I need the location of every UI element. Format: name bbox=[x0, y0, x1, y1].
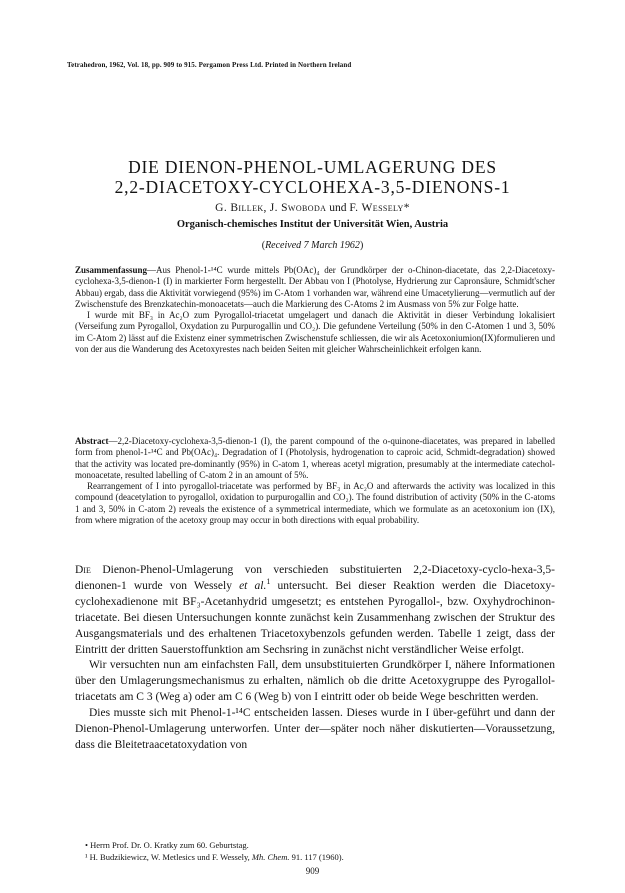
received-close-paren: ) bbox=[359, 240, 364, 251]
abstract-section bbox=[75, 436, 555, 526]
body-paragraph-1 bbox=[75, 563, 555, 658]
footnote-reference-1 bbox=[75, 852, 555, 864]
body-paragraph-3: Dies musste sich mit Phenol-1-¹⁴C entscheiden lassen. Dieses wurde in I über-geführt und dann der Dienon-Phenol-Umlagerung unterworfen. Unter der—später noch näher diskutierten—Voraussetzung, dass die Bleitetraacetatoxydation von bbox=[75, 707, 555, 751]
abstract-label: Abstract bbox=[75, 436, 109, 446]
footnote-reference-1-volume: 91. 117 (1960). bbox=[289, 851, 344, 862]
footnote-reference-1-journal: Mh. Chem. bbox=[251, 851, 290, 862]
author-conjunction: und bbox=[329, 202, 347, 214]
dropcap-word: Die bbox=[75, 564, 91, 576]
body-paragraph-2: Wir versuchten nun am einfachsten Fall, dem unsubstituierten Grundkörper I, nähere Informationen über den Umlagerungsmechanismus zu erhalten, nämlich ob die dritte Acetoxygruppe des Pyrogallol-triacetats am C 3 (Weg a) oder am C 6 (Weg b) von I eintritt oder ob beide Wege beschritten werden. bbox=[75, 659, 555, 704]
zusammenfassung-paragraph-2: I wurde mit BF₃ in Ac₂O zum Pyrogallol-triacetat umgelagert und danach die Aktivität in dieser Verbindung lokalisiert (Verseifung zum Pyrogallol, Oxydation zu Purpurogallin und CO₂). Die gefundene Verteilung (50% in den C-Atomen 1 und 3, 50% im C-Atom 2) lässt auf die Existenz einer symmetrischen Zwischenstufe schliessen, die wir als Acetoxoniumion(IX)formulieren und von der aus die Wanderung des Acetoxyrestes nach beiden Seiten mit gleicher Wahrscheinlichkeit erfolgen kann. bbox=[75, 310, 555, 355]
title-line-1: DIE DIENON-PHENOL-UMLAGERUNG DES bbox=[128, 157, 497, 177]
zusammenfassung-label: Zusammenfassung bbox=[75, 265, 148, 275]
body-text bbox=[75, 563, 555, 754]
author-wessely: F. Wessely* bbox=[349, 202, 410, 214]
body-paragraph-1-part-1: Dienon-Phenol-Umlagerung von verschieden substituierten 2,2-Diacetoxy-cyclo-hexa-3,5-dienonen-1 wurde von Wessely bbox=[75, 564, 555, 592]
zusammenfassung-paragraph-1: —Aus Phenol-1-¹⁴C wurde mittels Pb(OAc)₄ der Grundkörper der o-Chinon-diacetate, das 2,2-Diacetoxy-cyclohexa-3,5-dienon-1 (I) in markierter Form hergestellt. Der Abbau von I (Photolyse, Hydrierung zur Capronsäure, Schmidt'scher Abbau) ergab, dass die Aktivität vorwiegend (95%) im C-Atom 1 vorhanden war, während eine Umacetylierung—vermutlich auf der Zwischenstufe des Brenzkatechin-monoacetats—auch die Markierung des C-Atoms 2 im Ausmass von 5% zur Folge hatte. bbox=[75, 265, 555, 309]
zusammenfassung-section bbox=[75, 265, 555, 355]
author-list bbox=[60, 202, 565, 214]
footnote-dedication: • Herrn Prof. Dr. O. Kratky zum 60. Geburtstag. bbox=[85, 840, 249, 850]
received-date bbox=[60, 240, 565, 251]
author-swoboda: J. Swoboda bbox=[269, 202, 327, 214]
affiliation: Organisch-chemisches Institut der Universität Wien, Austria bbox=[176, 219, 449, 230]
title-line-2: 2,2-DIACETOXY-CYCLOHEXA-3,5-DIENONS-1 bbox=[114, 177, 511, 197]
abstract-paragraph-1: —2,2-Diacetoxy-cyclohexa-3,5-dienon-1 (I), the parent compound of the o-quinone-diacetates, was prepared in labelled form from phenol-1-¹⁴C and Pb(OAc)₄. Degradation of I (Photolysis, hydrogenation to caproic acid, Schmidt-degradation) showed that the activity was located pre-dominantly (95%) in C-atom 1, whereas acetyl migration, presumably at the intermediate catechol-monoacetate, resulted labelling of C-atom 2 in an amount of 5%. bbox=[75, 436, 555, 480]
article-title bbox=[60, 157, 565, 197]
received-text: Received 7 March 1962 bbox=[265, 240, 360, 251]
reference-marker-1: 1 bbox=[266, 577, 271, 587]
journal-citation-header: Tetrahedron, 1962, Vol. 18, pp. 909 to 915. Pergamon Press Ltd. Printed in Northern Ireland bbox=[67, 61, 352, 69]
received-open-paren: ( bbox=[261, 240, 266, 251]
author-billek: G. Billek, bbox=[215, 202, 267, 214]
et-al-italic: et al. bbox=[239, 579, 267, 592]
footnotes bbox=[75, 840, 555, 863]
abstract-paragraph-2: Rearrangement of I into pyrogallol-triacetate was performed by BF₃ in Ac₂O and afterwards the activity was localized in this compound (deacetylation to pyrogallol, oxidation to purpurogallin and CO₂). The found distribution of activity (50% in the C-atoms 1 and 3, 50% in C-atom 2) reveals the existence of a symmetrical intermediate, which we formulate as an acetoxonium ion (IX), from where migration of the acetoxy group may occur in both directions with equal probability. bbox=[75, 481, 555, 526]
page-number: 909 bbox=[305, 866, 320, 876]
footnote-reference-1-authors: ¹ H. Budzikiewicz, W. Metlesics und F. Wessely, bbox=[85, 851, 252, 862]
body-paragraph-1-part-2: untersucht. Bei dieser Reaktion werden die Diacetoxy-cyclohexadienone mit BF₃-Acetanhydrid umgesetzt; es entstehen Pyrogallol-, bzw. Oxyhydrochinon-triacetate. Bei diesen Untersuchungen konnte zunächst kein Zusammenhang zwischen der Struktur des Ausgangsmaterials und des erhaltenen Triacetoxybenzols gefunden werden. Tabelle 1 zeigt, dass der Eintritt der dritten Sauerstoffunktion am Sechsring in zunächst nicht verständlicher Weise erfolgt. bbox=[75, 579, 555, 656]
